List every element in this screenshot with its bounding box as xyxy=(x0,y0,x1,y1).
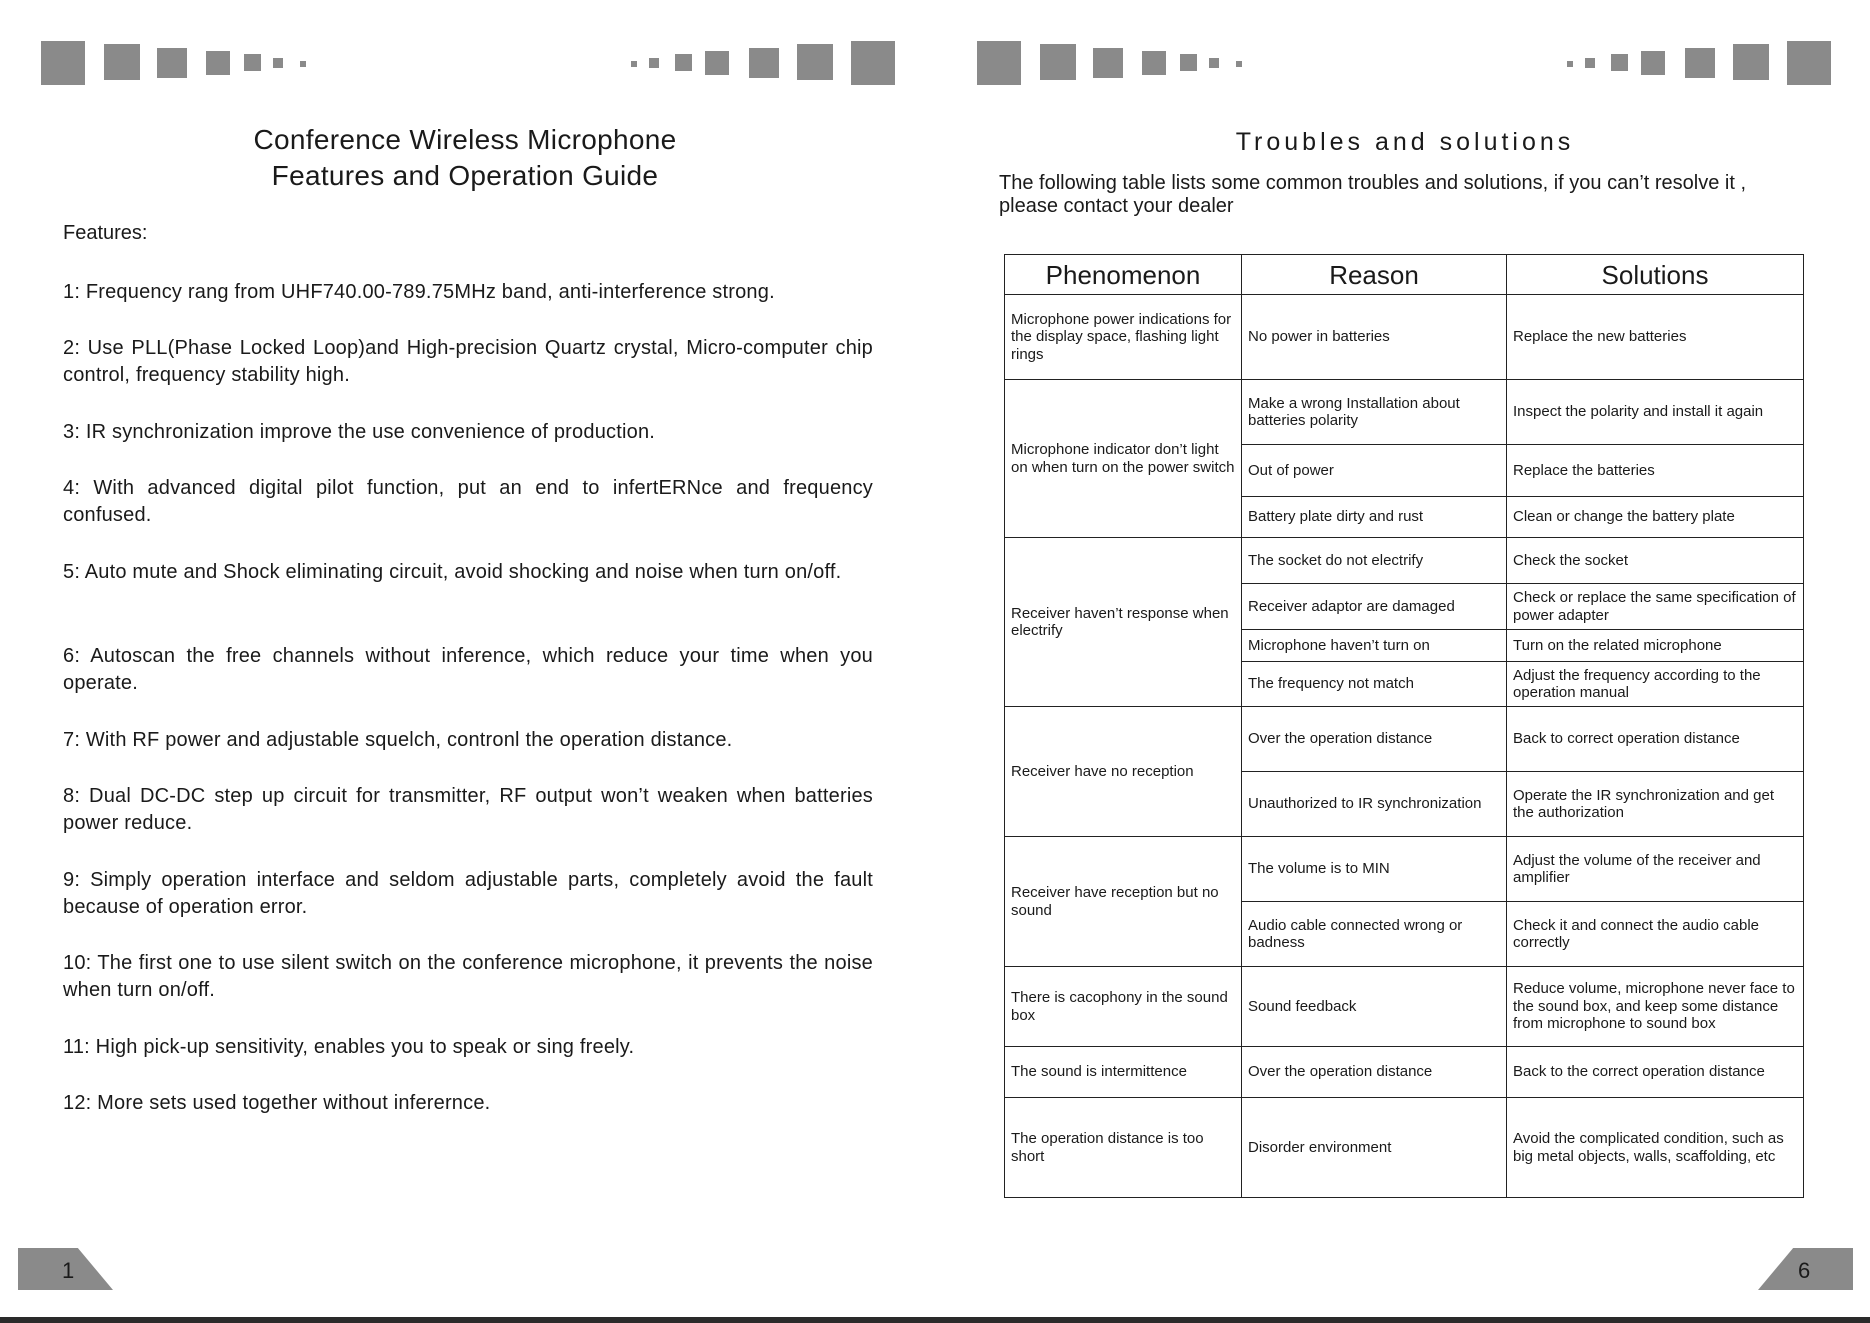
decorative-square xyxy=(1180,54,1197,71)
feature-item: 4: With advanced digital pilot function, put an end to infertERNce and frequency confused. xyxy=(63,477,873,526)
reason-cell: Make a wrong Installation about batteries polarity xyxy=(1242,380,1507,445)
solution-cell: Adjust the volume of the receiver and amplifier xyxy=(1507,837,1804,902)
solution-cell: Turn on the related microphone xyxy=(1507,630,1804,662)
feature-item: 9: Simply operation interface and seldom adjustable parts, completely avoid the fault because of operation error. xyxy=(63,869,873,918)
decorative-square xyxy=(1236,61,1242,67)
left-page-title xyxy=(40,122,890,194)
decorative-square xyxy=(41,41,85,85)
feature-item: 8: Dual DC-DC step up circuit for transmitter, RF output won’t weaken when batteries power reduce. xyxy=(63,785,873,834)
feature-item: 6: Autoscan the free channels without inference, which reduce your time when you operate. xyxy=(63,645,873,694)
intro-text: The following table lists some common troubles and solutions, if you can’t resolve it , please contact your dealer xyxy=(999,172,1747,217)
phenomenon-cell: Microphone indicator don’t light on when turn on the power switch xyxy=(1005,380,1242,538)
decorative-square xyxy=(1733,44,1769,80)
phenomenon-cell: Receiver have reception but no sound xyxy=(1005,837,1242,967)
reason-cell: Audio cable connected wrong or badness xyxy=(1242,902,1507,967)
feature-item: 12: More sets used together without inferernce. xyxy=(63,1092,491,1114)
page-number-left: 1 xyxy=(62,1258,75,1283)
feature-item: 5: Auto mute and Shock eliminating circuit, avoid shocking and noise when turn on/off. xyxy=(63,561,842,583)
features-label: Features: xyxy=(63,222,148,244)
feature-item: 3: IR synchronization improve the use convenience of production. xyxy=(63,421,656,443)
table-row xyxy=(1005,967,1804,1047)
decorative-square xyxy=(675,54,692,71)
decorative-square xyxy=(157,48,187,78)
reason-cell: The volume is to MIN xyxy=(1242,837,1507,902)
reason-cell: Out of power xyxy=(1242,445,1507,497)
feature-item: 7: With RF power and adjustable squelch, contronl the operation distance. xyxy=(63,729,733,751)
title-line-1: Conference Wireless Microphone xyxy=(253,124,677,155)
table-row xyxy=(1005,295,1804,380)
decorative-square xyxy=(1142,51,1166,75)
solution-cell: Clean or change the battery plate xyxy=(1507,497,1804,538)
table-row xyxy=(1005,1098,1804,1198)
decorative-square xyxy=(273,58,283,68)
reason-cell: Microphone haven’t turn on xyxy=(1242,630,1507,662)
feature-item: 11: High pick-up sensitivity, enables you to speak or sing freely. xyxy=(63,1036,635,1058)
table-row xyxy=(1005,837,1804,902)
solution-cell: Replace the new batteries xyxy=(1507,295,1804,380)
solution-cell: Operate the IR synchronization and get the authorization xyxy=(1507,772,1804,837)
header-solutions: Solutions xyxy=(1507,255,1804,295)
decorative-square xyxy=(104,44,140,80)
troubleshooting-table xyxy=(1004,254,1804,1198)
feature-item: 10: The first one to use silent switch on the conference microphone, it prevents the noise when turn on/off. xyxy=(63,952,873,1001)
feature-item: 1: Frequency rang from UHF740.00-789.75MHz band, anti-interference strong. xyxy=(63,281,775,303)
decorative-square xyxy=(206,51,230,75)
reason-cell: Disorder environment xyxy=(1242,1098,1507,1198)
decorative-square xyxy=(1093,48,1123,78)
decorative-square xyxy=(244,54,261,71)
reason-cell: Unauthorized to IR synchronization xyxy=(1242,772,1507,837)
page-number-right: 6 xyxy=(1798,1258,1811,1283)
table-row xyxy=(1005,707,1804,772)
right-page-title: Troubles and solutions xyxy=(1235,128,1575,156)
table-header-row xyxy=(1005,255,1804,295)
decorative-square xyxy=(1641,51,1665,75)
phenomenon-cell: The operation distance is too short xyxy=(1005,1098,1242,1198)
bottom-border xyxy=(0,1317,1870,1323)
decorative-square xyxy=(977,41,1021,85)
header-phenomenon: Phenomenon xyxy=(1005,255,1242,295)
decorative-square xyxy=(1209,58,1219,68)
solution-cell: Avoid the complicated condition, such as big metal objects, walls, scaffolding, etc xyxy=(1507,1098,1804,1198)
decorative-square xyxy=(749,48,779,78)
solution-cell: Replace the batteries xyxy=(1507,445,1804,497)
reason-cell: Over the operation distance xyxy=(1242,1047,1507,1098)
solution-cell: Check or replace the same specification of power adapter xyxy=(1507,584,1804,630)
reason-cell: Sound feedback xyxy=(1242,967,1507,1047)
decorative-square xyxy=(1567,61,1573,67)
header-reason: Reason xyxy=(1242,255,1507,295)
solution-cell: Adjust the frequency according to the operation manual xyxy=(1507,662,1804,707)
decorative-square xyxy=(1585,58,1595,68)
decorative-square xyxy=(1040,44,1076,80)
solution-cell: Back to the correct operation distance xyxy=(1507,1047,1804,1098)
decorative-square xyxy=(1685,48,1715,78)
reason-cell: Over the operation distance xyxy=(1242,707,1507,772)
decorative-square xyxy=(851,41,895,85)
phenomenon-cell: Receiver have no reception xyxy=(1005,707,1242,837)
table-row xyxy=(1005,538,1804,584)
decorative-square xyxy=(705,51,729,75)
reason-cell: The frequency not match xyxy=(1242,662,1507,707)
title-line-2: Features and Operation Guide xyxy=(271,160,659,191)
decorative-square xyxy=(1787,41,1831,85)
decorative-square xyxy=(1611,54,1628,71)
decorative-square xyxy=(649,58,659,68)
reason-cell: Battery plate dirty and rust xyxy=(1242,497,1507,538)
phenomenon-cell: Receiver haven’t response when electrify xyxy=(1005,538,1242,707)
reason-cell: Receiver adaptor are damaged xyxy=(1242,584,1507,630)
decorative-square xyxy=(300,61,306,67)
phenomenon-cell: The sound is intermittence xyxy=(1005,1047,1242,1098)
reason-cell: The socket do not electrify xyxy=(1242,538,1507,584)
feature-item: 2: Use PLL(Phase Locked Loop)and High-precision Quartz crystal, Micro-computer chip control, frequency stability high. xyxy=(63,337,873,386)
phenomenon-cell: There is cacophony in the sound box xyxy=(1005,967,1242,1047)
solution-cell: Check the socket xyxy=(1507,538,1804,584)
solution-cell: Back to correct operation distance xyxy=(1507,707,1804,772)
decorative-square xyxy=(797,44,833,80)
reason-cell: No power in batteries xyxy=(1242,295,1507,380)
phenomenon-cell: Microphone power indications for the display space, flashing light rings xyxy=(1005,295,1242,380)
solution-cell: Inspect the polarity and install it again xyxy=(1507,380,1804,445)
decorative-square xyxy=(631,61,637,67)
solution-cell: Check it and connect the audio cable correctly xyxy=(1507,902,1804,967)
solution-cell: Reduce volume, microphone never face to the sound box, and keep some distance from microphone to sound box xyxy=(1507,967,1804,1047)
table-row xyxy=(1005,1047,1804,1098)
table-row xyxy=(1005,380,1804,445)
